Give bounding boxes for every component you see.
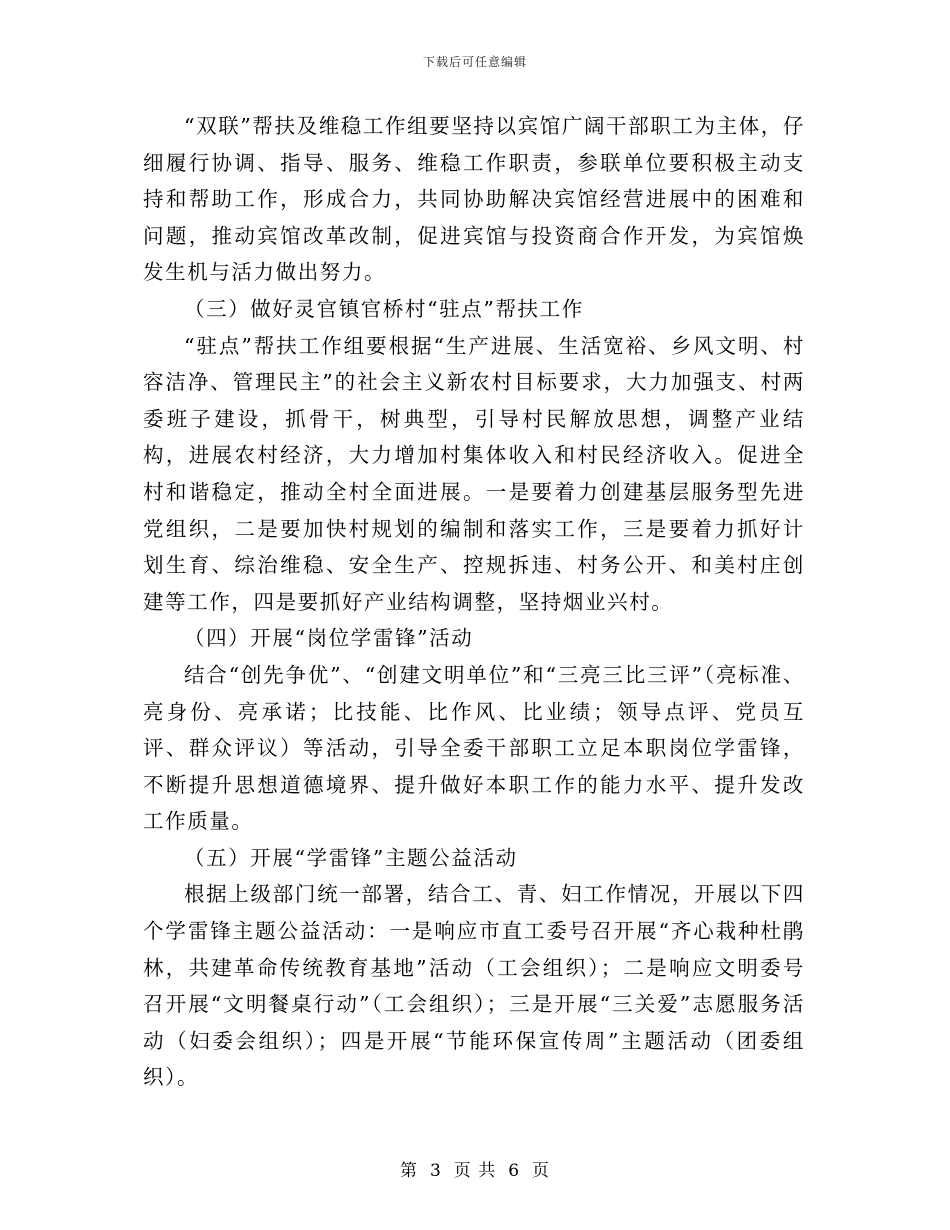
page-label-prefix: 第 [399, 1161, 418, 1181]
section-heading-4: （四）开展“岗位学雷锋”活动 [184, 626, 474, 651]
section-heading-3: （三）做好灵官镇官桥村“驻点”帮扶工作 [184, 296, 584, 321]
paragraph-gangwei: 结合“创先争优”、“创建文明单位”和“三亮三比三评”（亮标准、亮身份、亮承诺；比技能、比作风、比业绩；领导点评、党员互评、群众评议）等活动，引导全委干部职工立足本职岗位学雷锋，不断提升思想道德境界、提升做好本职工作的能力水平、提升发改工作质量。 [143, 662, 805, 834]
page-label-suffix: 页 [532, 1161, 551, 1181]
total-page-number: 6 [508, 1161, 521, 1181]
current-page-number: 3 [429, 1161, 442, 1181]
page-label-middle: 页 共 [453, 1161, 497, 1181]
page-footer [0, 1156, 950, 1181]
paragraph-zhudian: “驻点”帮扶工作组要根据“生产进展、生活宽裕、乡风文明、村容洁净、管理民主”的社会主义新农村目标要求，大力加强支、村两委班子建设，抓骨干，树典型，引导村民解放思想，调整产业结构，进展农村经济，大力增加村集体收入和村民经济收入。促进全村和谐稳定，推动全村全面进展。一是要着力创建基层服务型先进党组织，二是要加快村规划的编制和落实工作，三是要着力抓好计划生育、综治维稳、安全生产、控规拆违、村务公开、和美村庄创建等工作，四是要抓好产业结构调整，坚持烟业兴村。 [143, 333, 805, 614]
section-heading-5: （五）开展“学雷锋”主题公益活动 [184, 845, 518, 870]
document-body [143, 108, 805, 1096]
paragraph-gongyi: 根据上级部门统一部署，结合工、青、妇工作情况，开展以下四个学雷锋主题公益活动：一是响应市直工委号召开展“齐心栽种杜鹃林，共建革命传统教育基地”活动（工会组织）；二是响应文明委号召开展“文明餐桌行动”（工会组织）；三是开展“三关爱”志愿服务活动（妇委会组织）；四是开展“节能环保宣传周”主题活动（团委组织）。 [143, 882, 805, 1090]
page-header: 下载后可任意编辑 [422, 55, 527, 69]
paragraph-shuanglian: “双联”帮扶及维稳工作组要坚持以宾馆广阔干部职工为主体，仔细履行协调、指导、服务、维稳工作职责，参联单位要积极主动支持和帮助工作，形成合力，共同协助解决宾馆经营进展中的困难和问题，推动宾馆改革改制，促进宾馆与投资商合作开发，为宾馆焕发生机与活力做出努力。 [143, 114, 805, 285]
